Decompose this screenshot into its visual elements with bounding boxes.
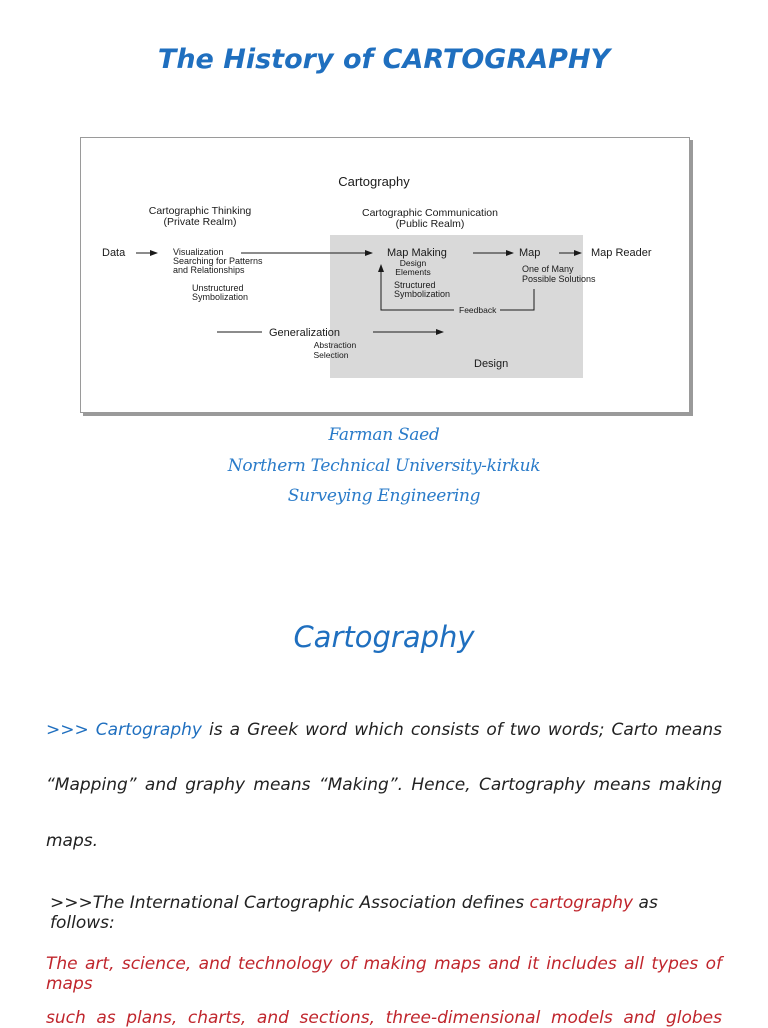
unstructured-2: Symbolization <box>192 292 249 302</box>
unstructured-1: Unstructured <box>192 283 244 293</box>
private-title-1: Cartographic Thinking <box>148 205 252 217</box>
public-title-2: (Public Realm) <box>395 218 465 230</box>
selection-label: Selection <box>313 350 349 360</box>
cartography-diagram <box>80 137 690 413</box>
paragraph-2 <box>50 893 726 933</box>
map-making-label: Map Making <box>387 247 447 259</box>
paragraph-1-line-2: “Mapping” and graphy means “Making”. Hence, Cartography means making <box>46 775 722 795</box>
paragraph-2-suffix: as follows: <box>50 893 658 933</box>
section-title: Cartography <box>293 620 475 654</box>
diagram-heading: Cartography <box>338 174 410 189</box>
data-label: Data <box>102 247 126 259</box>
public-title-1: Cartographic Communication <box>362 207 498 219</box>
paragraph-2-term: cartography <box>529 893 634 913</box>
public-realm-shade <box>330 235 583 378</box>
paragraph-1-term: Cartography <box>95 720 202 740</box>
map-label: Map <box>519 247 541 259</box>
author-university: Northern Technical University-kirkuk <box>227 456 541 476</box>
one-of-many-1: One of Many <box>522 264 574 274</box>
diagram-svg <box>81 138 689 412</box>
paragraph-1-line-3: maps. <box>46 831 99 851</box>
private-title-2: (Private Realm) <box>163 216 237 228</box>
generalization-label: Generalization <box>269 327 340 339</box>
structured-1: Structured <box>394 280 436 290</box>
author-name: Farman Saed <box>328 425 440 445</box>
feedback-label: Feedback <box>459 305 497 315</box>
map-reader-label: Map Reader <box>591 247 652 259</box>
structured-2: Symbolization <box>394 289 451 299</box>
paragraph-1-prefix: >>> <box>46 720 96 740</box>
paragraph-2-prefix: >>>The International Cartographic Association defines <box>50 893 530 913</box>
visualization-2: Searching for Patterns <box>173 256 263 266</box>
definition-line-1: The art, science, and technology of making maps and it includes all types of maps <box>46 954 722 994</box>
abstraction-label: Abstraction <box>313 340 357 350</box>
visualization-3: and Relationships <box>173 265 245 275</box>
one-of-many-2: Possible Solutions <box>522 274 596 284</box>
paragraph-1-line-1-text: is a Greek word which consists of two words; Carto means <box>201 720 723 740</box>
document-title: The History of CARTOGRAPHY <box>157 44 611 75</box>
design-label: Design <box>474 358 509 370</box>
visualization-1: Visualization <box>173 247 224 257</box>
author-department: Surveying Engineering <box>287 486 481 506</box>
paragraph-1-line-1 <box>46 720 722 740</box>
design-elements-2: Elements <box>395 267 431 277</box>
design-elements-1: Design <box>399 258 427 268</box>
definition-line-2: such as plans, charts, and sections, three-dimensional models and globes <box>46 1008 722 1028</box>
